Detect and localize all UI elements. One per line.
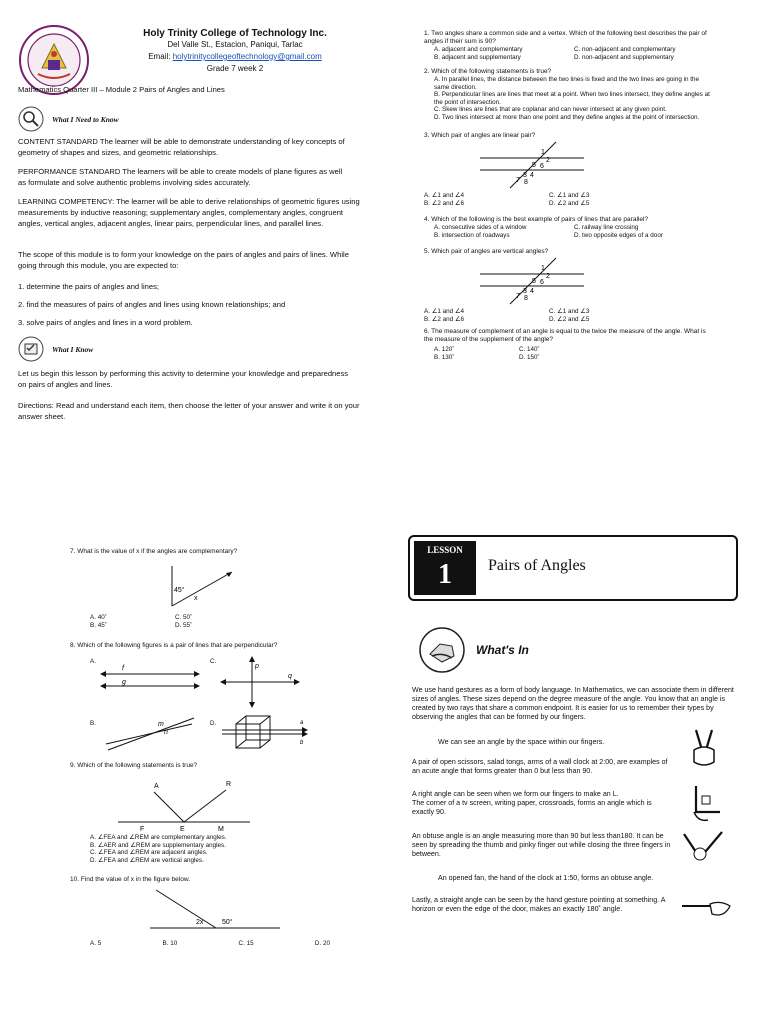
directions: Directions: Read and understand each item, then choose the letter of your answer and write it on your answer sheet. [18,401,360,421]
q4-option-a[interactable]: A. consecutive sides of a window [434,224,527,231]
l-shape-hand-icon [686,782,726,824]
q3-transversal-figure [478,140,588,190]
angle-label-2: 2 [546,273,550,280]
lesson-number: 1 [438,559,452,590]
q5-option-a[interactable]: A. ∠1 and ∠4 [424,308,464,315]
q8-label-b: B. [90,720,96,727]
q7-angle-figure [158,562,238,622]
obtuse-hand-icon [680,826,726,866]
obtuse-examples-text: An opened fan, the hand of the clock at 1:50, forms an obtuse angle. [438,874,654,882]
q8-label-d: D. [210,720,217,727]
q5-transversal-figure [478,256,588,306]
performance-standard: PERFORMANCE STANDARD The learners will be able to create models of plane figures as well as formulate and solve authentic problems involving sides accurately. [18,167,343,187]
q10-option-d[interactable]: D. 20 [314,940,330,947]
q3-option-c[interactable]: C. ∠1 and ∠3 [549,192,590,199]
angle-2x-label: 2x [196,919,204,926]
q1-options [434,46,714,62]
objective-1: 1. determine the pairs of angles and lines; [18,282,159,291]
section-title: What's In [476,643,529,657]
college-email [100,51,370,63]
q9-angle-figure [114,774,254,834]
module-title: Mathematics Quarter III – Module 2 Pairs of Angles and Lines [18,85,225,94]
line-f-label: f [122,665,124,672]
q2-option-a[interactable]: A. In parallel lines, the distance between the two lines is fixed and the two lines are going in the same direction. [434,76,699,91]
q6-option-c[interactable]: C. 140˚ [519,346,540,353]
content-standard: CONTENT STANDARD The learner will be able to demonstrate understanding of key concepts of geometry of shapes and sizes, and geometric relationships. [18,137,345,157]
question-5: 5. Which pair of angles are vertical angles? [424,248,549,255]
q10-option-b[interactable]: B. 10 [162,940,178,947]
q4-option-b[interactable]: B. intersection of roadways [434,231,510,239]
q8-figure-a [100,660,200,698]
whats-in-intro: We use hand gestures as a form of body language. In Mathematics, we can associate them in different sizes of angles. These sizes depend on the degree measure of the angle. You know that an angle is created by two rays that share a common endpoint. It is easier for us to remember their types by observing the angles that can be formed by our fingers. [412,686,734,721]
angle-label-4: 4 [530,172,534,179]
question-6: 6. The measure of complement of an angle is equal to the twice the measure of the angle. What is the measure of the supplement of the angle? [424,328,706,343]
question-1: 1. Two angles share a common side and a vertex. Which of the following best describes the pair of angles if their sum is 90? [424,30,707,45]
q2-option-c[interactable]: C. Skew lines are lines that are coplanar and can never intersect at any given point. [434,106,667,114]
q1-option-c[interactable]: C. non-adjacent and complementary [574,46,676,53]
checklist-icon [18,336,44,362]
line-g-label: g [122,679,126,686]
activity-intro: Let us begin this lesson by performing this activity to determine your knowledge and preparedness on pairs of angles and lines. [18,369,349,389]
q8-figure-b [100,714,200,754]
q6-option-a[interactable]: A. 120˚ [434,346,455,353]
section-what-i-need-to-know [18,106,119,132]
angle-label-3: 3 [523,172,527,179]
section-title: What I Need to Know [52,114,119,124]
angle-label-7: 7 [516,177,520,184]
q1-option-b[interactable]: B. adjacent and supplementary [434,53,521,61]
q10-options [90,940,330,948]
line-b-label: b [300,740,304,746]
q6-option-b[interactable]: B. 130˚ [434,353,455,361]
q8-label-c: C. [210,658,217,665]
point-f-label: F [140,826,145,833]
straight-angle-text: Lastly, a straight angle can be seen by the hand gesture pointing at something. A horizon or even the edge of the door, makes an exactly 180˚ angle. [412,896,666,913]
point-r-label: R [226,781,232,788]
question-9: 9. Which of the following statements is true? [70,762,198,769]
q8-label-a: A. [90,658,96,665]
line-q-label: q [288,673,292,680]
magnifier-icon [18,106,44,132]
q1-option-d[interactable]: D. non-adjacent and supplementary [574,53,674,61]
q7-option-c[interactable]: C. 50˚ [175,614,193,621]
q1-option-a[interactable]: A. adjacent and complementary [434,46,523,53]
q3-options [424,192,674,208]
college-address: Del Valle St., Estacion, Paniqui, Tarlac [167,40,303,49]
q5-options [424,308,674,324]
question-10: 10. Find the value of x in the figure below. [70,876,190,883]
point-e-label: E [180,826,185,833]
objective-2: 2. find the measures of pairs of angles and lines using known relationships; and [18,300,286,309]
point-m-label: M [218,826,224,833]
angle-label-4: 4 [530,288,534,295]
q4-option-c[interactable]: C. railway line crossing [574,224,639,231]
q6-option-d[interactable]: D. 150˚ [519,353,540,361]
q4-option-d[interactable]: D. two opposite edges of a door [574,231,663,239]
q7-option-b[interactable]: B. 45˚ [90,621,107,629]
angle-label-8: 8 [524,179,528,186]
hand-puzzle-icon [418,626,466,674]
obtuse-angle-text: An obtuse angle is an angle measuring more than 90 but less than180. It can be seen by spreading the thumb and pinky finger out while closing the three fingers in between. [412,832,671,858]
right-angle-line-2: The corner of a tv screen, writing paper, crossroads, forms an angle which is exactly 90. [412,799,652,816]
q2-option-d[interactable]: D. Two lines intersect at more than one point and they define angles at the point of intersection. [434,113,700,121]
q7-angle-45-label: 45° [174,587,185,594]
peace-sign-hand-icon [684,726,724,770]
q2-options [434,76,716,122]
question-8: 8. Which of the following figures is a pair of lines that are perpendicular? [70,642,278,649]
point-a-label: A [154,783,159,790]
angle-label-6: 6 [540,279,544,286]
angle-label-5: 5 [532,162,536,169]
angle-label-1: 1 [541,149,545,156]
q10-linear-pair-figure [140,884,290,934]
q6-options [434,346,604,362]
q3-option-b[interactable]: B. ∠2 and ∠6 [424,199,464,207]
angle-label-8: 8 [524,295,528,302]
right-angle-line-1: A right angle can be seen when we form our fingers to make an L. [412,790,619,798]
lesson-number-block [414,541,476,595]
q5-option-b[interactable]: B. ∠2 and ∠6 [424,315,464,323]
right-angle-text [412,790,672,817]
q2-option-b[interactable]: B. Perpendicular lines are lines that meet at a point. When two lines intersect, they define angles at the point of intersection. [434,91,710,106]
angle-label-2: 2 [546,157,550,164]
email-label: Email: [148,52,171,61]
q9-options [90,834,290,864]
q7-options [90,614,260,630]
section-what-i-know [18,336,93,362]
q7-option-d[interactable]: D. 55˚ [175,621,193,629]
q10-option-c[interactable]: C. 15 [238,940,254,947]
question-7: 7. What is the value of x if the angles are complementary? [70,548,238,555]
learning-competency: LEARNING COMPETENCY: The learner will be able to derive relationships of geometric figures using measurements by inductive reasoning; supplementary angles, complementary angles, congruent angles, vertical angles, adjacent angles, linear pairs, perpendicular lines, and parallel lines. [18,197,360,228]
question-3: 3. Which pair of angles are linear pair? [424,132,536,139]
q7-x-label: x [194,595,198,602]
q5-option-c[interactable]: C. ∠1 and ∠3 [549,308,590,315]
q9-option-c[interactable]: C. ∠FEA and ∠REM are adjacent angles. [90,849,208,857]
q8-figure-c [220,656,300,708]
pointing-hand-icon [680,896,732,922]
lesson-label: LESSON [427,545,463,555]
module-scope: The scope of this module is to form your knowledge on the pairs of angles and pairs of lines. While going through this module, you are expected to: [18,250,349,270]
line-p-label: p [255,663,259,670]
q9-option-b[interactable]: B. ∠AER and ∠REM are supplementary angles. [90,841,226,849]
section-whats-in [418,626,529,674]
question-2: 2. Which of the following statements is true? [424,68,552,75]
q9-option-d[interactable]: D. ∠FEA and ∠REM are vertical angles. [90,856,204,864]
grade-week: Grade 7 week 2 [206,64,264,73]
line-m-label: m [158,721,164,728]
q5-option-d[interactable]: D. ∠2 and ∠5 [549,315,590,323]
angle-50-label: 50° [222,919,233,926]
angle-label-6: 6 [540,163,544,170]
acute-angle-text: A pair of open scissors, salad tongs, arms of a wall clock at 2:00, are examples of an acute angle that forms greater than 0 but less than 90. [412,758,668,775]
line-n-label: n [164,729,168,736]
q3-option-d[interactable]: D. ∠2 and ∠5 [549,199,590,207]
school-header [100,28,370,75]
question-4: 4. Which of the following is the best example of pairs of lines that are parallel? [424,216,649,223]
objective-3: 3. solve pairs of angles and lines in a word problem. [18,318,193,327]
college-name: Holy Trinity College of Technology Inc. [143,28,327,39]
line-a-label: a [300,720,304,726]
q3-option-a[interactable]: A. ∠1 and ∠4 [424,192,464,199]
section-title: What I Know [52,344,94,354]
lesson-banner [408,535,738,601]
q4-options [434,224,714,240]
angle-label-3: 3 [523,288,527,295]
angle-label-7: 7 [516,293,520,300]
angle-fingers-text: We can see an angle by the space within our fingers. [438,738,605,746]
angle-label-1: 1 [541,265,545,272]
q8-figure-d-cube [220,710,310,760]
q7-option-a[interactable]: A. 40˚ [90,614,107,621]
lesson-title: Pairs of Angles [488,557,586,574]
q9-option-a[interactable]: A. ∠FEA and ∠REM are complementary angles. [90,834,227,841]
q10-option-a[interactable]: A. 5 [90,940,102,947]
email-link[interactable]: holytrinitycollegeoftechnology@gmail.com [172,52,322,61]
angle-label-5: 5 [532,278,536,285]
